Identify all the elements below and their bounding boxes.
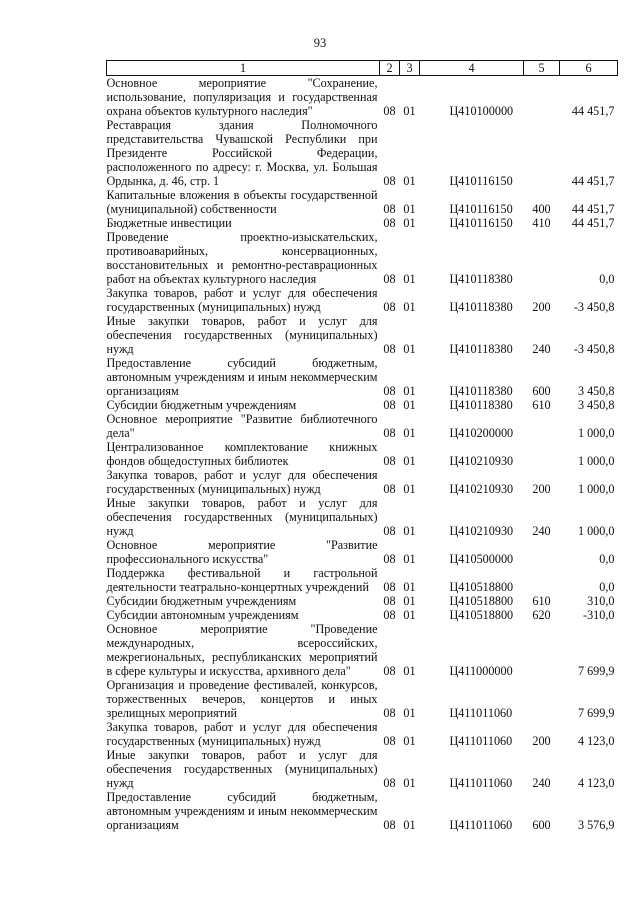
row-section: 08 xyxy=(383,300,396,314)
table-row xyxy=(107,594,618,608)
row-target-code: Ц410200000 xyxy=(449,426,514,440)
row-section: 08 xyxy=(383,580,396,594)
row-amount: 1 000,0 xyxy=(577,426,615,440)
row-amount: 7 699,9 xyxy=(577,706,615,720)
row-section: 08 xyxy=(383,202,396,216)
table-body xyxy=(107,76,618,833)
row-target-code: Ц410116150 xyxy=(449,202,513,216)
row-section: 08 xyxy=(383,174,396,188)
row-name: Поддержка фестивальной и гастрольной деятельности театрально-концертных учреждений xyxy=(106,566,378,594)
row-name: Предоставление субсидий бюджетным, автономным учреждениям и иным некоммерческим организациям xyxy=(106,356,378,398)
row-subsection: 01 xyxy=(403,272,416,286)
row-target-code: Ц411000000 xyxy=(449,664,513,678)
table-row xyxy=(107,118,618,188)
table-row xyxy=(107,216,618,230)
row-name: Реставрация здания Полномочного представительства Чувашской Республики при Президенте Российской Федерации, расположенного по адресу: г. Москва, ул. Большая Ордынка, д. 46, стр. 1 xyxy=(106,118,378,188)
row-target-code: Ц410116150 xyxy=(449,174,513,188)
row-subsection: 01 xyxy=(403,580,416,594)
row-name: Иные закупки товаров, работ и услуг для обеспечения государственных (муниципальных) нужд xyxy=(106,496,378,538)
row-subsection: 01 xyxy=(403,482,416,496)
row-section: 08 xyxy=(383,272,396,286)
table-row xyxy=(107,440,618,468)
row-section: 08 xyxy=(383,426,396,440)
page-number: 93 xyxy=(313,36,327,50)
table-row xyxy=(107,622,618,678)
row-amount: 310,0 xyxy=(587,594,615,608)
row-section: 08 xyxy=(383,454,396,468)
row-amount: -3 450,8 xyxy=(573,300,615,314)
row-subsection: 01 xyxy=(403,202,416,216)
table-row xyxy=(107,356,618,398)
header-col-2: 2 xyxy=(380,61,400,76)
header-col-3: 3 xyxy=(400,61,420,76)
row-amount: 1 000,0 xyxy=(577,482,615,496)
row-expense-type: 200 xyxy=(532,482,551,496)
row-expense-type: 610 xyxy=(532,398,551,412)
table-row xyxy=(107,230,618,286)
row-name: Проведение проектно-изыскательских, противоаварийных, консервационных, восстановительных и ремонтно-реставрационных работ на объектах культурного наследия xyxy=(106,230,378,286)
row-section: 08 xyxy=(383,524,396,538)
row-expense-type: 410 xyxy=(532,216,551,230)
row-section: 08 xyxy=(383,818,396,832)
row-target-code: Ц411011060 xyxy=(449,734,513,748)
row-section: 08 xyxy=(383,664,396,678)
row-section: 08 xyxy=(383,734,396,748)
row-target-code: Ц411011060 xyxy=(449,776,513,790)
row-amount: 0,0 xyxy=(599,580,615,594)
row-target-code: Ц410500000 xyxy=(449,552,514,566)
row-expense-type xyxy=(524,566,560,594)
row-subsection: 01 xyxy=(403,174,416,188)
row-amount: 1 000,0 xyxy=(577,524,615,538)
row-expense-type: 600 xyxy=(532,384,551,398)
row-subsection: 01 xyxy=(403,818,416,832)
row-name: Субсидии бюджетным учреждениям xyxy=(106,398,297,412)
row-amount: -310,0 xyxy=(583,608,615,622)
row-subsection: 01 xyxy=(403,706,416,720)
table-row xyxy=(107,188,618,216)
row-name: Организация и проведение фестивалей, конкурсов, торжественных вечеров, концертов и иных зрелищных мероприятий xyxy=(106,678,378,720)
row-section: 08 xyxy=(383,384,396,398)
row-expense-type xyxy=(524,230,560,286)
row-target-code: Ц410210930 xyxy=(449,454,514,468)
row-subsection: 01 xyxy=(403,552,416,566)
table-row xyxy=(107,608,618,622)
row-target-code: Ц410118380 xyxy=(449,272,513,286)
header-col-5: 5 xyxy=(524,61,560,76)
row-expense-type xyxy=(524,678,560,720)
row-expense-type xyxy=(524,76,560,119)
row-expense-type: 200 xyxy=(532,734,551,748)
row-expense-type: 400 xyxy=(532,202,551,216)
row-subsection: 01 xyxy=(403,398,416,412)
row-name: Основное мероприятие "Развитие профессионального искусства" xyxy=(106,538,378,566)
row-amount: 44 451,7 xyxy=(571,104,615,118)
row-section: 08 xyxy=(383,482,396,496)
table-row xyxy=(107,468,618,496)
budget-table xyxy=(106,60,618,832)
row-expense-type: 620 xyxy=(532,608,551,622)
table-header xyxy=(107,61,618,76)
row-subsection: 01 xyxy=(403,216,416,230)
row-expense-type: 200 xyxy=(532,300,551,314)
row-target-code: Ц410518800 xyxy=(449,580,514,594)
row-section: 08 xyxy=(383,342,396,356)
row-subsection: 01 xyxy=(403,776,416,790)
row-section: 08 xyxy=(383,398,396,412)
row-target-code: Ц411011060 xyxy=(449,706,513,720)
row-subsection: 01 xyxy=(403,664,416,678)
table-row xyxy=(107,790,618,832)
row-target-code: Ц411011060 xyxy=(449,818,513,832)
row-subsection: 01 xyxy=(403,524,416,538)
row-name: Иные закупки товаров, работ и услуг для обеспечения государственных (муниципальных) нужд xyxy=(106,314,378,356)
table-row xyxy=(107,398,618,412)
row-subsection: 01 xyxy=(403,426,416,440)
table-row xyxy=(107,678,618,720)
row-target-code: Ц410116150 xyxy=(449,216,513,230)
row-expense-type: 240 xyxy=(532,342,551,356)
row-section: 08 xyxy=(383,594,396,608)
row-name: Основное мероприятие "Развитие библиотечного дела" xyxy=(106,412,378,440)
row-section: 08 xyxy=(383,608,396,622)
row-section: 08 xyxy=(383,104,396,118)
row-name: Закупка товаров, работ и услуг для обеспечения государственных (муниципальных) нужд xyxy=(106,286,378,314)
row-name: Капитальные вложения в объекты государственной (муниципальной) собственности xyxy=(106,188,378,216)
row-subsection: 01 xyxy=(403,300,416,314)
row-amount: 0,0 xyxy=(599,552,615,566)
row-expense-type: 240 xyxy=(532,776,551,790)
row-expense-type: 240 xyxy=(532,524,551,538)
table-row xyxy=(107,720,618,748)
row-name: Субсидии бюджетным учреждениям xyxy=(106,594,297,608)
row-name: Централизованное комплектование книжных фондов общедоступных библиотек xyxy=(106,440,378,468)
row-section: 08 xyxy=(383,552,396,566)
row-target-code: Ц410118380 xyxy=(449,300,513,314)
row-expense-type xyxy=(524,622,560,678)
row-section: 08 xyxy=(383,706,396,720)
row-section: 08 xyxy=(383,776,396,790)
row-expense-type xyxy=(524,118,560,188)
table-row xyxy=(107,412,618,440)
row-amount: 3 450,8 xyxy=(577,398,615,412)
row-amount: 1 000,0 xyxy=(577,454,615,468)
row-target-code: Ц410118380 xyxy=(449,398,513,412)
row-subsection: 01 xyxy=(403,594,416,608)
row-name: Основное мероприятие "Проведение международных, всероссийских, межрегиональных, республиканских мероприятий в сфере культуры и искусства, архивного дела" xyxy=(106,622,378,678)
row-target-code: Ц410100000 xyxy=(449,104,514,118)
row-amount: 44 451,7 xyxy=(571,174,615,188)
row-expense-type: 610 xyxy=(532,594,551,608)
table-row xyxy=(107,314,618,356)
row-expense-type xyxy=(524,412,560,440)
row-subsection: 01 xyxy=(403,734,416,748)
row-name: Субсидии автономным учреждениям xyxy=(106,608,299,622)
row-target-code: Ц410210930 xyxy=(449,482,514,496)
row-subsection: 01 xyxy=(403,384,416,398)
header-col-1: 1 xyxy=(107,61,380,76)
row-subsection: 01 xyxy=(403,104,416,118)
row-name: Бюджетные инвестиции xyxy=(106,216,232,230)
row-target-code: Ц410518800 xyxy=(449,608,514,622)
row-name: Закупка товаров, работ и услуг для обеспечения государственных (муниципальных) нужд xyxy=(106,720,378,748)
header-col-6: 6 xyxy=(560,61,618,76)
row-subsection: 01 xyxy=(403,342,416,356)
row-amount: 4 123,0 xyxy=(577,776,615,790)
row-amount: 3 450,8 xyxy=(577,384,615,398)
row-target-code: Ц410518800 xyxy=(449,594,514,608)
table-row xyxy=(107,748,618,790)
row-amount: 3 576,9 xyxy=(577,818,615,832)
row-subsection: 01 xyxy=(403,454,416,468)
row-expense-type xyxy=(524,440,560,468)
row-target-code: Ц410118380 xyxy=(449,342,513,356)
row-expense-type: 600 xyxy=(532,818,551,832)
header-col-4: 4 xyxy=(420,61,524,76)
row-subsection: 01 xyxy=(403,608,416,622)
table-row xyxy=(107,286,618,314)
row-section: 08 xyxy=(383,216,396,230)
row-amount: 7 699,9 xyxy=(577,664,615,678)
row-amount: 4 123,0 xyxy=(577,734,615,748)
row-amount: 44 451,7 xyxy=(571,202,615,216)
row-target-code: Ц410118380 xyxy=(449,384,513,398)
row-name: Иные закупки товаров, работ и услуг для обеспечения государственных (муниципальных) нужд xyxy=(106,748,378,790)
row-amount: 44 451,7 xyxy=(571,216,615,230)
row-amount: 0,0 xyxy=(599,272,615,286)
table-row xyxy=(107,566,618,594)
row-name: Основное мероприятие "Сохранение, использование, популяризация и государственная охрана объектов культурного наследия" xyxy=(106,76,378,118)
header-row xyxy=(107,61,618,76)
row-name: Предоставление субсидий бюджетным, автономным учреждениям и иным некоммерческим организациям xyxy=(106,790,378,832)
table-row xyxy=(107,538,618,566)
row-expense-type xyxy=(524,538,560,566)
row-target-code: Ц410210930 xyxy=(449,524,514,538)
row-name: Закупка товаров, работ и услуг для обеспечения государственных (муниципальных) нужд xyxy=(106,468,378,496)
table-row xyxy=(107,76,618,119)
row-amount: -3 450,8 xyxy=(573,342,615,356)
table-row xyxy=(107,496,618,538)
